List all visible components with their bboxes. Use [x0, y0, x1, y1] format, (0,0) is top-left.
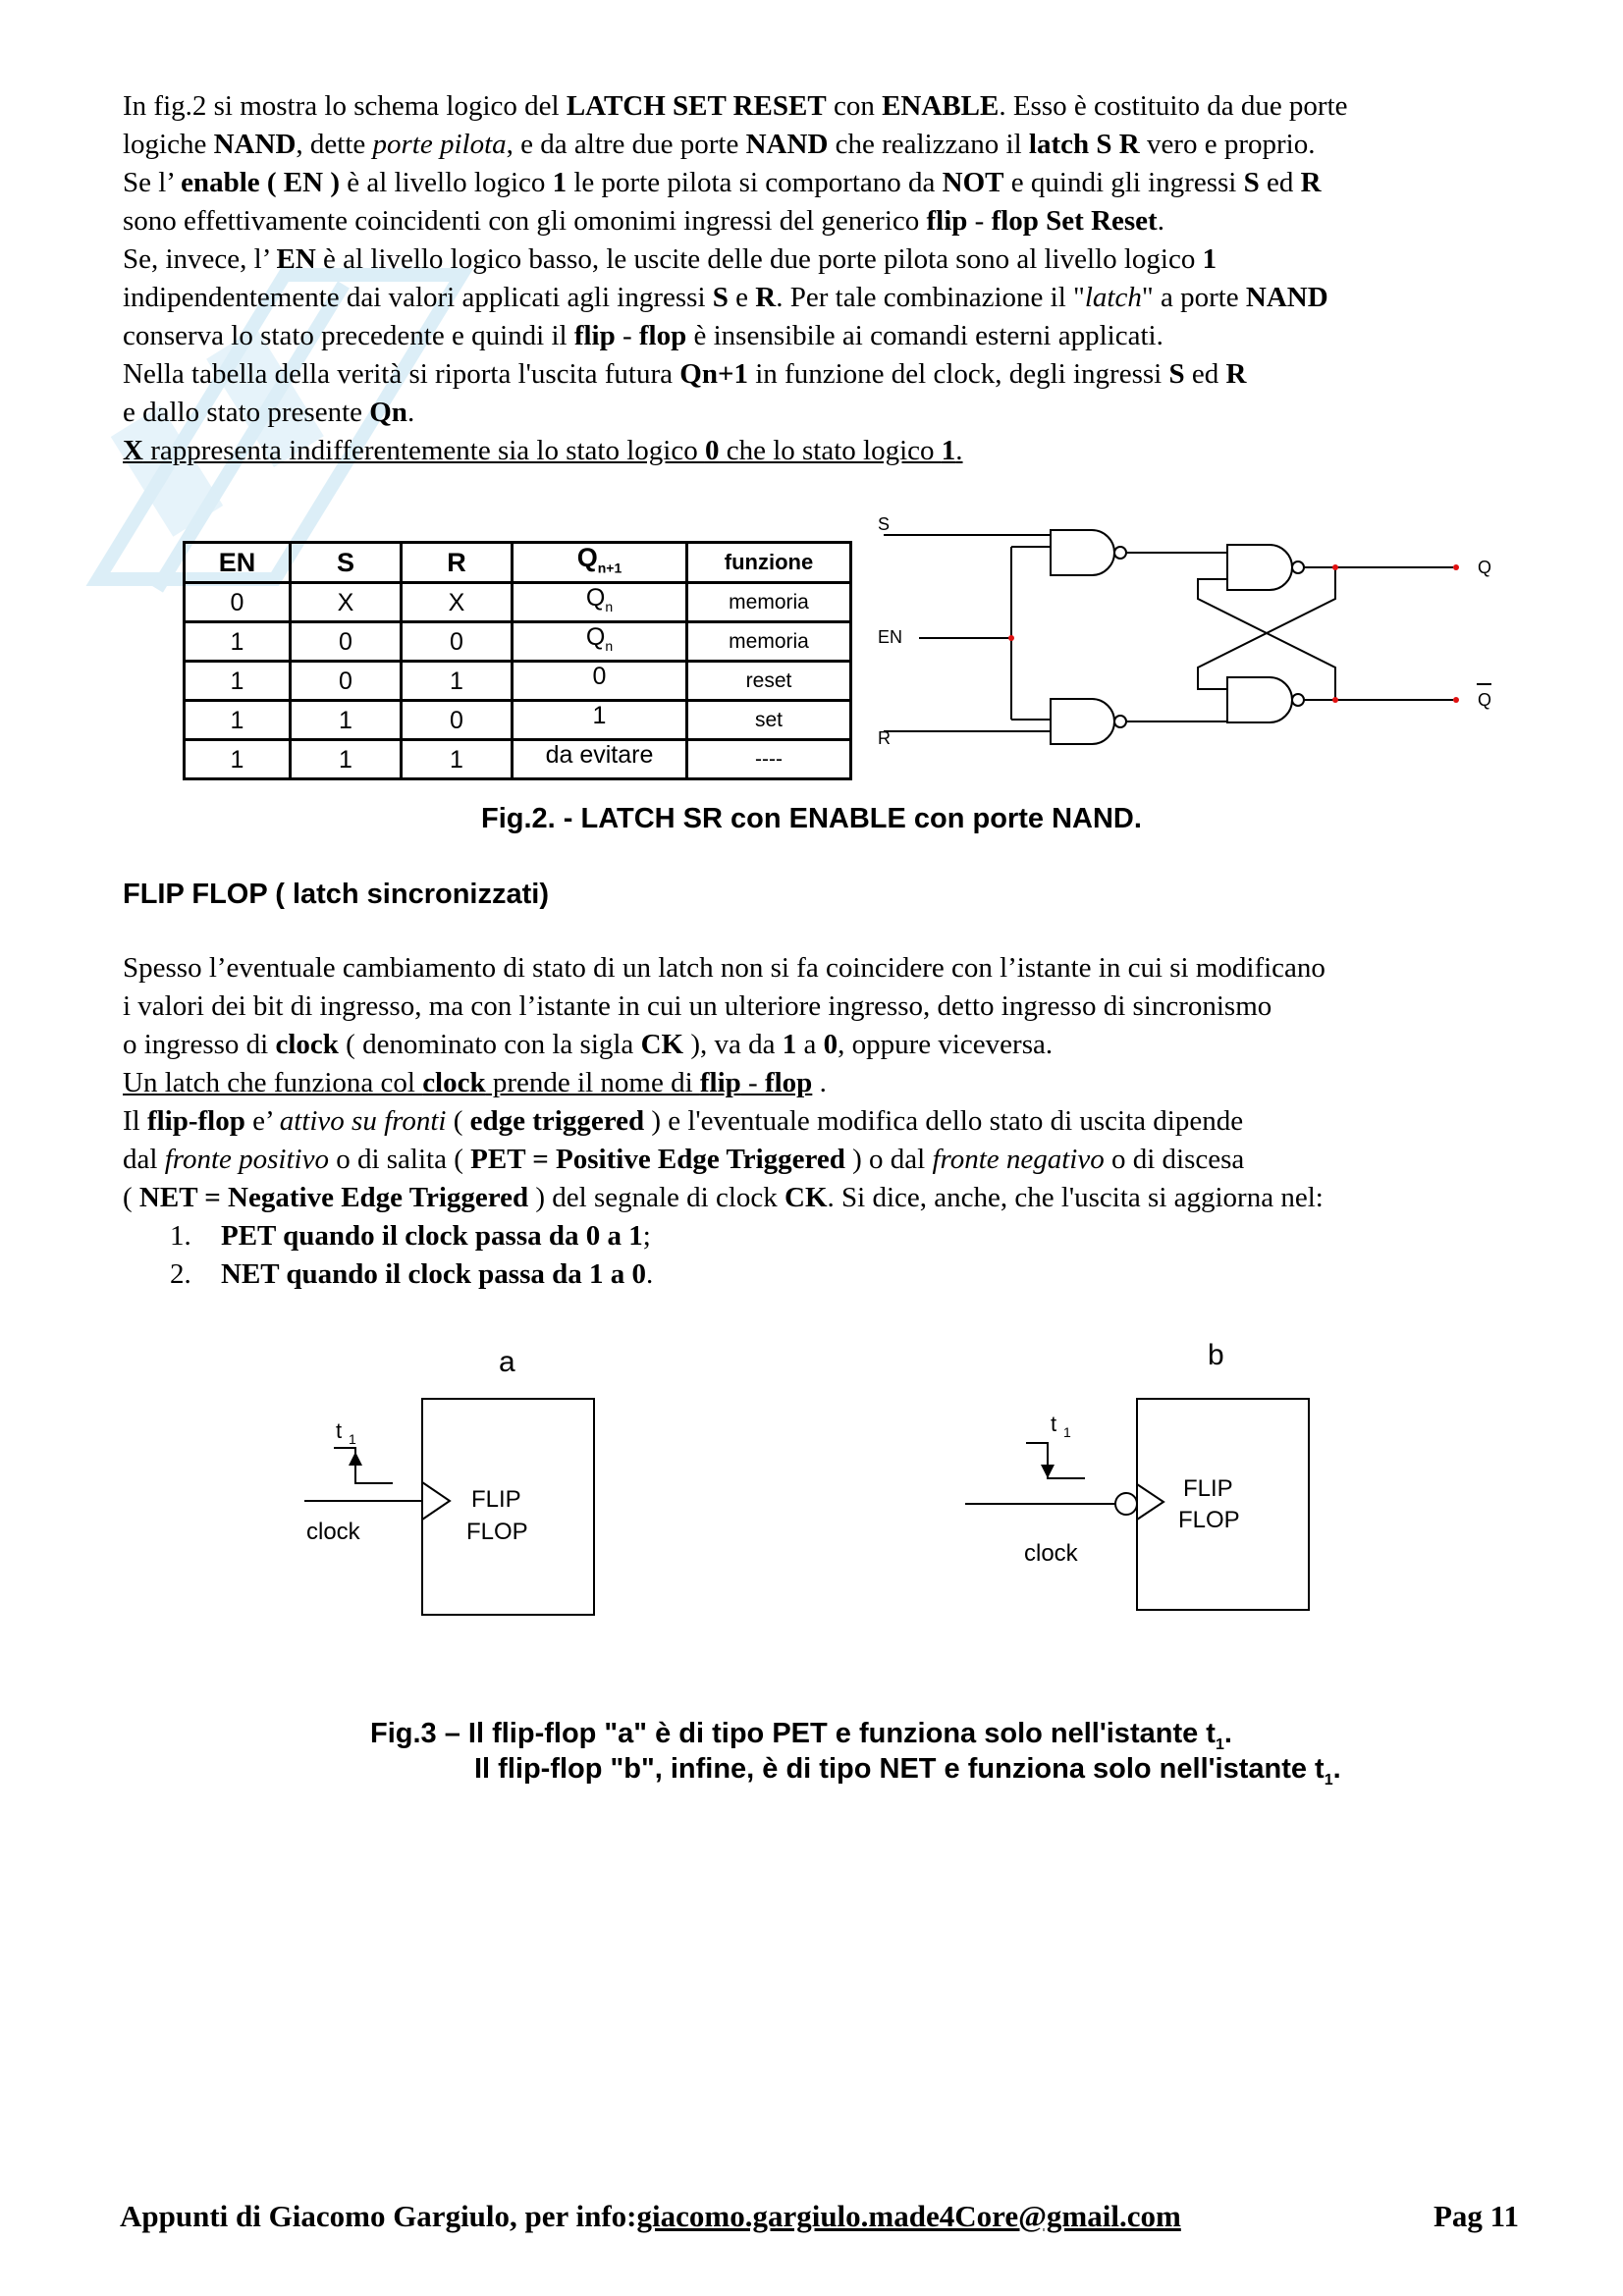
- list-item: 1. PET quando il clock passa da 0 a 1;: [170, 1220, 651, 1252]
- en-label: EN: [878, 627, 903, 647]
- junction-dot: [1332, 697, 1338, 703]
- section-title: FLIP FLOP ( latch sincronizzati): [123, 879, 549, 910]
- svg-text:FLIP: FLIP: [1183, 1475, 1233, 1502]
- truth-table-header: EN S R $Q_{n+1}$ funzione: [185, 543, 851, 583]
- flipflop-paragraph: Spesso l’eventuale cambiamento di stato di un latch non si fa coincidere con l’istante in cui si modificano i valori dei bit di ingresso, ma con l’istante in cui un ulteriore ingresso, detto ingresso di sincronismo o ingresso di clock ( denominato con la sigla CK ), va da 1 a 0, oppure viceversa. Un latch che funziona col clock prende il nome di flip - flop . Il flip-flop e’ attivo su fronti ( edge triggered ) e l'eventuale modifica dello stato di uscita dipende dal fronte positivo o di salita ( PET = Positive Edge Triggered ) o dal fronte negativo o di discesa ( NET = Negative Edge Triggered ) del segnale di clock CK. Si dice, anche, che l'uscita si aggiorna nel: 1. PET quando il clock passa da 0 a 1; 2. NET quando il clock passa da 1 a 0.: [123, 949, 1537, 1294]
- fig3-caption-line2: Il flip-flop "b", infine, è di tipo NET e funziona solo nell'istante $t_1$.: [474, 1753, 1341, 1789]
- truth-table: [183, 541, 852, 780]
- flipflop-a-diagram: [295, 1340, 619, 1634]
- page-number: Pag 11: [1434, 2199, 1519, 2233]
- table-row: 1 0 1 0 reset: [185, 662, 851, 701]
- q-label: Q: [1478, 558, 1492, 577]
- output-dot: [1453, 697, 1459, 703]
- svg-text:FLOP: FLOP: [466, 1519, 528, 1545]
- flipflop-b-diagram: [957, 1335, 1321, 1629]
- r-label: R: [878, 728, 891, 748]
- svg-text:1: 1: [349, 1431, 356, 1447]
- fig3-caption-line1: Fig.3 – Il flip-flop "a" è di tipo PET e funziona solo nell'istante $t_1$.: [370, 1718, 1232, 1753]
- svg-text:clock: clock: [306, 1519, 360, 1545]
- list-item: 2. NET quando il clock passa da 1 a 0.: [170, 1258, 654, 1290]
- junction-dot: [1008, 635, 1014, 641]
- svg-text:FLIP: FLIP: [471, 1486, 521, 1513]
- table-row: 0 X X $Q_n$ memoria: [185, 583, 851, 622]
- fig3-a-label: a: [499, 1346, 515, 1378]
- output-dot: [1453, 564, 1459, 570]
- latch-circuit-diagram: [864, 510, 1512, 756]
- fig2-caption: Fig.2. - LATCH SR con ENABLE con porte NAND.: [481, 803, 1142, 834]
- s-label: S: [878, 514, 891, 534]
- table-row: 1 1 1 da evitare ----: [185, 740, 851, 779]
- footer-email-link[interactable]: giacomo.gargiulo.made4Core@gmail.com: [636, 2199, 1181, 2233]
- svg-text:clock: clock: [1024, 1540, 1078, 1567]
- junction-dot: [1332, 564, 1338, 570]
- svg-text:t: t: [336, 1418, 343, 1443]
- fig3-b-label: b: [1208, 1339, 1224, 1371]
- intro-paragraph: In fig.2 si mostra lo schema logico del LATCH SET RESET con ENABLE. Esso è costituito da due porte logiche NAND, dette porte pilota, e da altre due porte NAND che realizzano il latch S R vero e proprio. Se l’ enable ( EN ) è al livello logico 1 le porte pilota si comportano da NOT e quindi gli ingressi S ed R sono effettivamente coincidenti con gli omonimi ingressi del generico flip - flop Set Reset. Se, invece, l’ EN è al livello logico basso, le uscite delle due porte pilota sono al livello logico 1 indipendentemente dai valori applicati agli ingressi S e R. Per tale combinazione il "latch" a porte NAND conserva lo stato precedente e quindi il flip - flop è insensibile ai comandi esterni applicati. Nella tabella della verità si riporta l'uscita futura Qn+1 in funzione del clock, degli ingressi S ed R e dallo stato presente Qn. X rappresenta indifferentemente sia lo stato logico 0 che lo stato logico 1.: [123, 90, 1348, 466]
- svg-text:t: t: [1051, 1412, 1057, 1436]
- qbar-label: Q: [1478, 690, 1492, 710]
- svg-text:FLOP: FLOP: [1178, 1507, 1240, 1533]
- table-row: 1 1 0 1 set: [185, 701, 851, 740]
- qn1-header: $Q_{n+1}$: [513, 543, 687, 583]
- table-row: 1 0 0 $Q_n$ memoria: [185, 622, 851, 662]
- svg-text:1: 1: [1063, 1424, 1071, 1440]
- footer-left: Appunti di Giacomo Gargiulo, per info:giacomo.gargiulo.made4Core@gmail.com: [120, 2199, 1181, 2233]
